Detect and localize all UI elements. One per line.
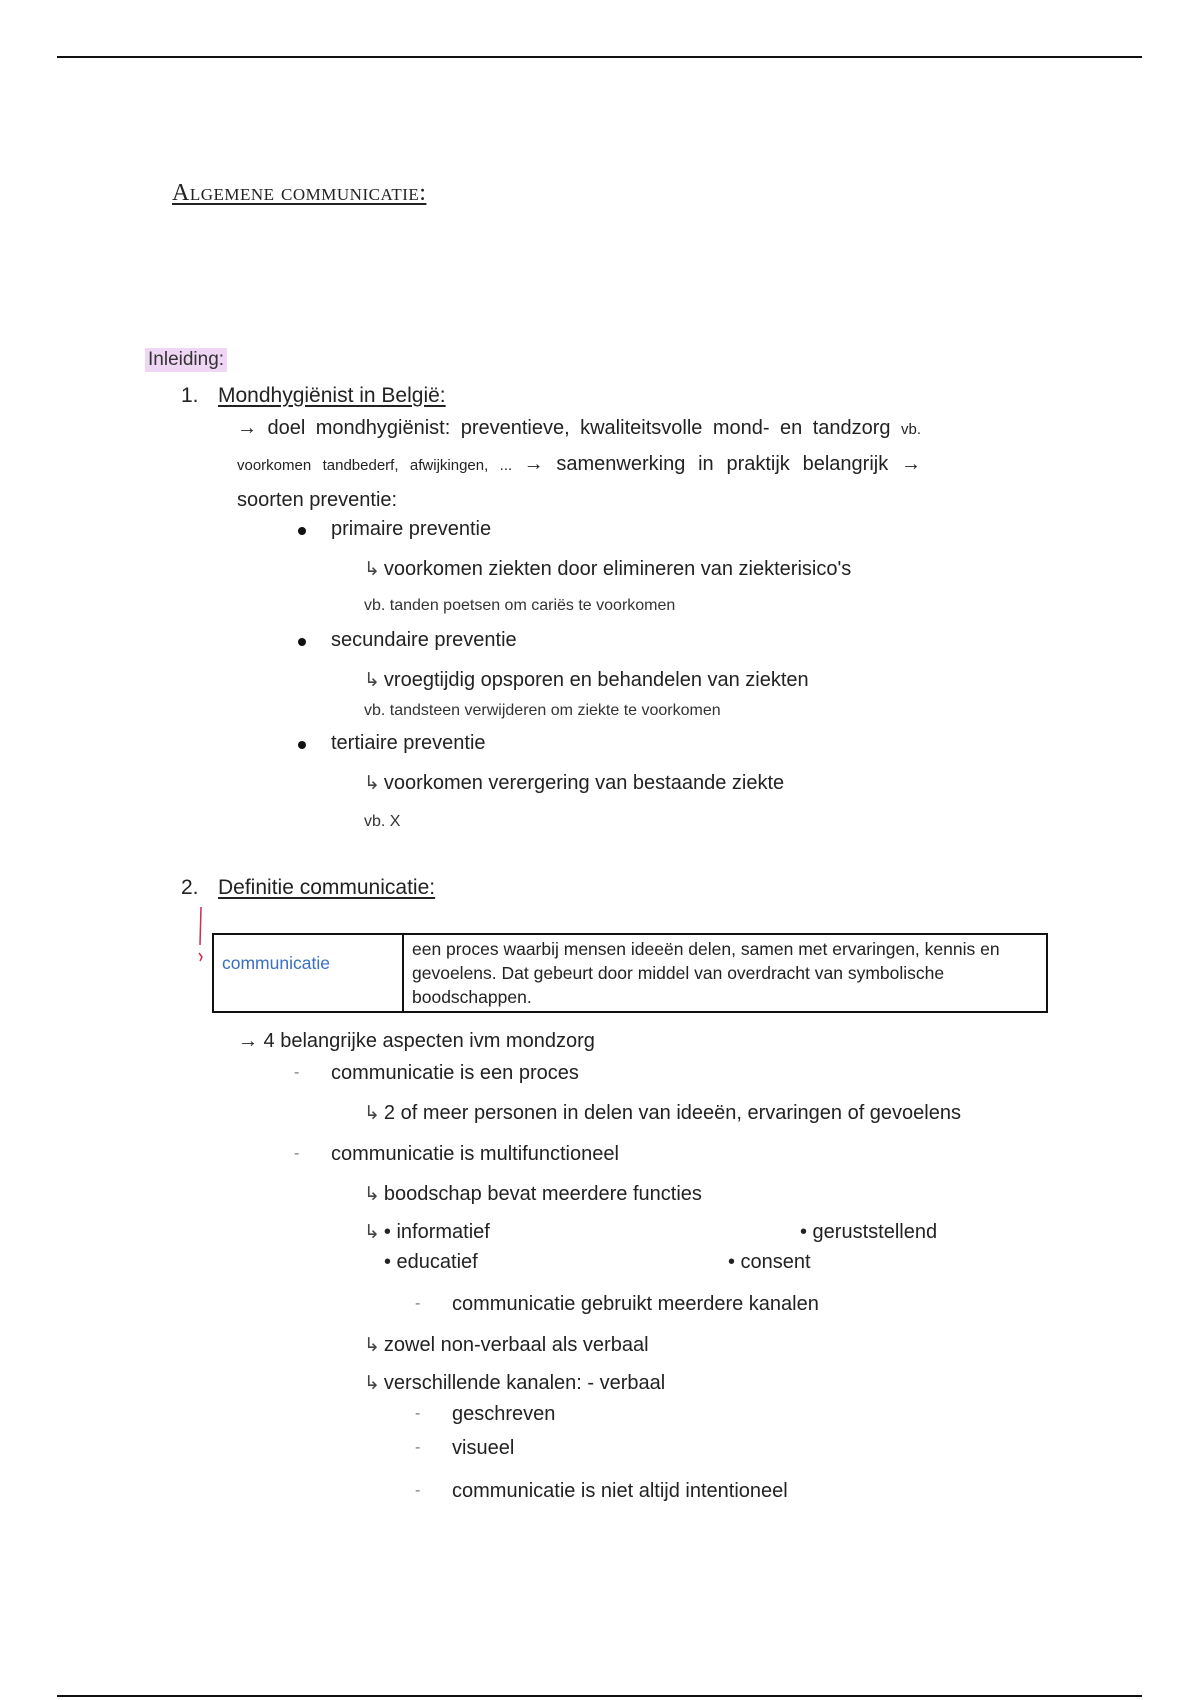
aspect-2: communicatie is multifunctioneel — [331, 1143, 619, 1165]
para-part1: → doel mondhygiënist: preventieve, kwaliteitsvolle mond- en tandzorg — [237, 417, 901, 439]
definition-table — [212, 933, 1048, 1013]
aspects-intro: → 4 belangrijke aspecten ivm mondzorg — [238, 1030, 595, 1052]
prevention-sub-primary: ↳ voorkomen ziekten door elimineren van ziekterisico's — [364, 558, 852, 580]
corner-arrow-icon: ↳ — [364, 670, 380, 691]
section2-number: 2. — [181, 876, 199, 899]
bullet-dot — [298, 527, 306, 535]
corner-arrow-icon: ↳ — [364, 773, 380, 794]
bottom-rule — [57, 1695, 1142, 1697]
prevention-item-tertiary: tertiaire preventie — [331, 732, 486, 754]
aspect-2-sub: ↳ boodschap bevat meerdere functies — [364, 1183, 702, 1205]
function-informatief: ↳ • informatief — [364, 1221, 490, 1243]
corner-arrow-icon: ↳ — [364, 1103, 380, 1124]
prevention-example-tertiary: vb. X — [364, 813, 401, 830]
prevention-example-primary: vb. tanden poetsen om cariës te voorkomen — [364, 597, 676, 614]
prevention-item-secondary: secundaire preventie — [331, 629, 517, 651]
bullet-dot — [298, 638, 306, 646]
section1-number: 1. — [181, 384, 199, 407]
dash-marker: - — [294, 1064, 300, 1081]
page-title: Algemene communicatie: — [172, 180, 427, 206]
dash-marker: - — [294, 1145, 300, 1162]
dash-marker: - — [415, 1439, 421, 1456]
definition-term: communicatie — [213, 934, 403, 1012]
corner-arrow-icon: ↳ — [364, 1335, 380, 1356]
dash-marker: - — [415, 1405, 421, 1422]
prevention-sub-secondary: ↳ vroegtijdig opsporen en behandelen van ziekten — [364, 669, 809, 691]
function-educatief: • educatief — [384, 1251, 478, 1273]
section2-heading: Definitie communicatie: — [218, 876, 436, 899]
corner-arrow-icon: ↳ — [364, 559, 380, 580]
prevention-sub-tertiary: ↳ voorkomen verergering van bestaande ziekte — [364, 772, 785, 794]
definition-text: een proces waarbij mensen ideeën delen, samen met ervaringen, kennis en gevoelens. Dat gebeurt door middel van overdracht van symbolische boodschappen. — [403, 934, 1047, 1012]
prevention-example-secondary: vb. tandsteen verwijderen om ziekte te voorkomen — [364, 702, 721, 719]
table-row — [213, 934, 1047, 1012]
corner-arrow-icon: ↳ — [364, 1373, 380, 1394]
intro-label: Inleiding: — [145, 348, 227, 372]
handwritten-mark-icon — [197, 905, 205, 965]
aspect-3-sub1: ↳ zowel non-verbaal als verbaal — [364, 1334, 649, 1356]
section1-heading: Mondhygiënist in België: — [218, 384, 446, 407]
corner-arrow-icon: ↳ — [364, 1184, 380, 1205]
aspect-4: communicatie is niet altijd intentioneel — [452, 1480, 788, 1502]
bullet-dot — [298, 741, 306, 749]
prevention-item-primary: primaire preventie — [331, 518, 492, 540]
channel-geschreven: geschreven — [452, 1403, 556, 1425]
para-example: vb. voorkomen tandbederf, afwijkingen, ... — [237, 421, 921, 474]
aspect-1: communicatie is een proces — [331, 1062, 579, 1084]
top-rule — [57, 56, 1142, 58]
aspect-3-sub2: ↳ verschillende kanalen: - verbaal — [364, 1372, 666, 1394]
function-geruststellend: • geruststellend — [800, 1221, 938, 1243]
dash-marker: - — [415, 1295, 421, 1312]
para-part2: → samenwerking in praktijk belangrijk → soorten preventie: — [237, 453, 921, 511]
section1-paragraph — [237, 411, 921, 517]
dash-marker: - — [415, 1482, 421, 1499]
corner-arrow-icon: ↳ — [364, 1222, 380, 1243]
function-consent: • consent — [728, 1251, 811, 1273]
channel-visueel: visueel — [452, 1437, 515, 1459]
aspect-1-sub: ↳ 2 of meer personen in delen van ideeën, ervaringen of gevoelens — [364, 1102, 961, 1124]
aspect-3: communicatie gebruikt meerdere kanalen — [452, 1293, 819, 1315]
